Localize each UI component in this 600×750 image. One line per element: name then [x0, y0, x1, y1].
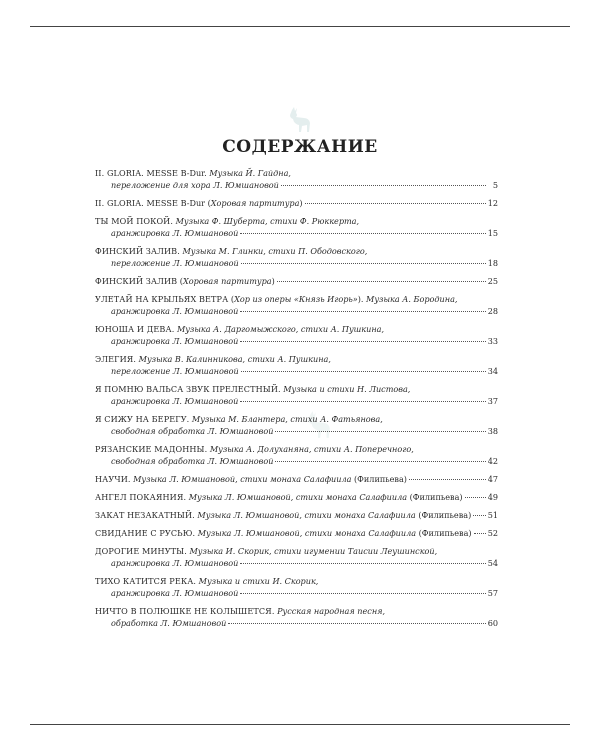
dot-leader	[281, 185, 486, 186]
toc-entry-arranger: переложение Л. Юмшановой	[111, 366, 239, 376]
toc-entry[interactable]	[95, 323, 498, 347]
dot-leader	[277, 281, 486, 282]
toc-entry-credits: Хор из оперы «Князь Игорь»	[234, 294, 358, 304]
dot-leader	[240, 563, 485, 564]
toc-entry-title-line	[95, 323, 498, 335]
toc-entry-credits: Музыка Ф. Шуберта, стихи Ф. Рюккерта,	[173, 216, 360, 226]
toc-entry-credits: Музыка Л. Юмшановой, стихи монаха Салафиила	[194, 510, 416, 520]
toc-entry-credits: Русская народная песня,	[274, 606, 386, 616]
toc-entry-arranger: аранжировка Л. Юмшановой	[111, 306, 239, 316]
toc-entry-title-line	[95, 605, 498, 617]
toc-entry-text: (Филипьева)	[351, 474, 407, 484]
toc-entry-title: II. GLORIA. MESSE	[95, 168, 179, 178]
toc-entry[interactable]	[95, 443, 498, 467]
toc-entry-title: ТЫ МОЙ ПОКОЙ.	[95, 216, 174, 226]
toc-entry-title: НАУЧИ.	[95, 474, 131, 484]
dot-leader	[409, 479, 486, 480]
toc-entry-arranger: аранжировка Л. Юмшановой	[111, 336, 239, 346]
toc-entry-title-line	[95, 293, 498, 305]
dot-leader	[240, 341, 485, 342]
toc-entry-page-number: 15	[487, 228, 498, 238]
toc-entry-title: Я СИЖУ НА БЕРЕГУ.	[95, 414, 190, 424]
toc-entry-page-number: 18	[487, 258, 498, 268]
toc-entry-text: B-Dur (	[178, 198, 211, 208]
dot-leader	[275, 431, 485, 432]
toc-entry-text: )	[299, 198, 303, 208]
toc-entry-title-line	[95, 443, 498, 455]
toc-entry-page-number: 34	[487, 366, 498, 376]
toc-entry-page-number: 5	[492, 180, 498, 190]
deer-watermark-icon	[284, 106, 314, 134]
toc-entry[interactable]	[95, 413, 498, 437]
toc-entry-title: ФИНСКИЙ ЗАЛИВ	[95, 276, 178, 286]
toc-entry-credits: Музыка и стихи Н. Листова,	[280, 384, 411, 394]
toc-entry-title: ЮНОША И ДЕВА.	[95, 324, 175, 334]
toc-entry-credits: Хоровая партитура	[210, 198, 300, 208]
toc-entry-credits: Музыка Й. Гайдна,	[209, 168, 291, 178]
toc-entry-text: ).	[357, 294, 367, 304]
toc-entry[interactable]	[95, 275, 498, 287]
toc-entry-page-number: 42	[487, 456, 498, 466]
toc-entry-arranger: аранжировка Л. Юмшановой	[111, 558, 239, 568]
toc-entry-title: II. GLORIA. MESSE	[95, 198, 179, 208]
toc-entry-title: Я ПОМНЮ ВАЛЬСА ЗВУК ПРЕЛЕСТНЫЙ.	[95, 384, 281, 394]
toc-entry[interactable]	[95, 353, 498, 377]
toc-entry-page-number: 47	[487, 474, 498, 484]
toc-entry-title: УЛЕТАЙ НА КРЫЛЬЯХ ВЕТРА	[95, 294, 229, 304]
top-rule	[30, 26, 570, 27]
toc-entry-title-line	[95, 383, 498, 395]
toc-entry-credits: Музыка Л. Юмшановой, стихи монаха Салафиила	[195, 528, 417, 538]
toc-entry-page-number: 52	[487, 528, 498, 538]
toc-entry-page-number: 12	[487, 198, 498, 208]
toc-entry-text: (Филипьева)	[407, 492, 463, 502]
toc-entry-credits: Музыка А. Долуханяна, стихи А. Поперечного,	[207, 444, 414, 454]
toc-entry-title-line	[95, 575, 498, 587]
toc-entry-title: РЯЗАНСКИЕ МАДОННЫ.	[95, 444, 208, 454]
toc-entry-title-line	[95, 353, 498, 365]
toc-entry-arranger: переложение для хора Л. Юмшановой	[111, 180, 279, 190]
page-title: СОДЕРЖАНИЕ	[222, 137, 378, 157]
toc-entry-credits: Музыка А. Даргомыжского, стихи А. Пушкина,	[174, 324, 385, 334]
toc-entry-page-number: 28	[487, 306, 498, 316]
toc-entry-page-number: 37	[487, 396, 498, 406]
dot-leader	[240, 593, 485, 594]
toc-entry-arranger: свободная обработка Л. Юмшановой	[111, 456, 274, 466]
toc-entry[interactable]	[95, 383, 498, 407]
toc-entry-credits: Музыка Л. Юмшановой, стихи монаха Салафиила	[130, 474, 352, 484]
toc-entry-page-number: 25	[487, 276, 498, 286]
toc-entry-page-number: 60	[487, 618, 498, 628]
toc-entry[interactable]	[95, 473, 498, 485]
dot-leader	[473, 515, 485, 516]
toc-entry-title-line	[95, 167, 498, 179]
toc-entry-title: ДОРОГИЕ МИНУТЫ.	[95, 546, 187, 556]
dot-leader	[474, 533, 486, 534]
toc-entry-credits: Хоровая партитура	[182, 276, 272, 286]
toc-entry-credits: Музыка А. Бородина,	[366, 294, 458, 304]
toc-entry-arranger: свободная обработка Л. Юмшановой	[111, 426, 274, 436]
toc-entry[interactable]	[95, 509, 498, 521]
toc-entry-title: НИЧТО В ПОЛЮШКЕ НЕ КОЛЫШЕТСЯ.	[95, 606, 275, 616]
toc-entry-title: АНГЕЛ ПОКАЯНИЯ.	[95, 492, 187, 502]
toc-entry-title: СВИДАНИЕ С РУСЬЮ.	[95, 528, 196, 538]
toc-entry-credits: Музыка и стихи И. Скорик,	[196, 576, 319, 586]
toc-entry-text: (Филипьева)	[416, 528, 472, 538]
toc-entry-text: (Филипьева)	[415, 510, 472, 520]
toc-entry-page-number: 49	[487, 492, 498, 502]
toc-entry[interactable]	[95, 545, 498, 569]
toc-entry-page-number: 57	[487, 588, 498, 598]
dot-leader	[241, 263, 486, 264]
toc-entry-title: ТИХО КАТИТСЯ РЕКА.	[95, 576, 197, 586]
toc-entry-text: (	[177, 276, 183, 286]
toc-entry-credits: Музыка Л. Юмшановой, стихи монаха Салафиила	[186, 492, 408, 502]
toc-entry-title-line	[95, 545, 498, 557]
toc-entry[interactable]	[95, 245, 498, 269]
dot-leader	[275, 461, 485, 462]
dot-leader	[241, 371, 486, 372]
toc-entry-credits: Музыка И. Скорик, стихи игумении Таисии Леушинской,	[186, 546, 438, 556]
toc-entry[interactable]	[95, 197, 498, 209]
toc-entry-title: ФИНСКИЙ ЗАЛИВ.	[95, 246, 180, 256]
dot-leader	[240, 233, 485, 234]
toc-entry[interactable]	[95, 167, 498, 191]
toc-entry[interactable]	[95, 605, 498, 629]
toc-entry-arranger: обработка Л. Юмшановой	[111, 618, 227, 628]
dot-leader	[465, 497, 486, 498]
toc-entry-text: B-Dur.	[178, 168, 210, 178]
dot-leader	[240, 401, 485, 402]
toc-entry-arranger: аранжировка Л. Юмшановой	[111, 588, 239, 598]
toc-entry-credits: Музыка В. Калинникова, стихи А. Пушкина,	[136, 354, 331, 364]
toc-entry-title: ЭЛЕГИЯ.	[95, 354, 137, 364]
toc-entry[interactable]	[95, 575, 498, 599]
toc-entry-title-line	[95, 245, 498, 257]
toc-entry-page-number: 38	[487, 426, 498, 436]
toc-entry-text: (	[228, 294, 235, 304]
toc-entry-page-number: 51	[487, 510, 498, 520]
table-of-contents	[95, 167, 498, 635]
toc-entry-arranger: переложение Л. Юмшановой	[111, 258, 239, 268]
toc-entry-title: ЗАКАТ НЕЗАКАТНЫЙ.	[95, 510, 195, 520]
toc-entry[interactable]	[95, 491, 498, 503]
toc-entry-title-line	[95, 413, 498, 425]
toc-entry-arranger: аранжировка Л. Юмшановой	[111, 396, 239, 406]
toc-entry[interactable]	[95, 215, 498, 239]
toc-entry-arranger: аранжировка Л. Юмшановой	[111, 228, 239, 238]
toc-entry-credits: Музыка М. Глинки, стихи П. Ободовского,	[179, 246, 368, 256]
dot-leader	[240, 311, 485, 312]
dot-leader	[228, 623, 485, 624]
bottom-rule	[30, 724, 570, 725]
toc-entry[interactable]	[95, 527, 498, 539]
toc-entry-page-number: 33	[487, 336, 498, 346]
toc-entry-text: )	[271, 276, 275, 286]
dot-leader	[305, 203, 486, 204]
toc-entry[interactable]	[95, 293, 498, 317]
toc-entry-title-line	[95, 215, 498, 227]
toc-entry-credits: Музыка М. Блантера, стихи А. Фатьянова,	[189, 414, 383, 424]
toc-entry-page-number: 54	[487, 558, 498, 568]
